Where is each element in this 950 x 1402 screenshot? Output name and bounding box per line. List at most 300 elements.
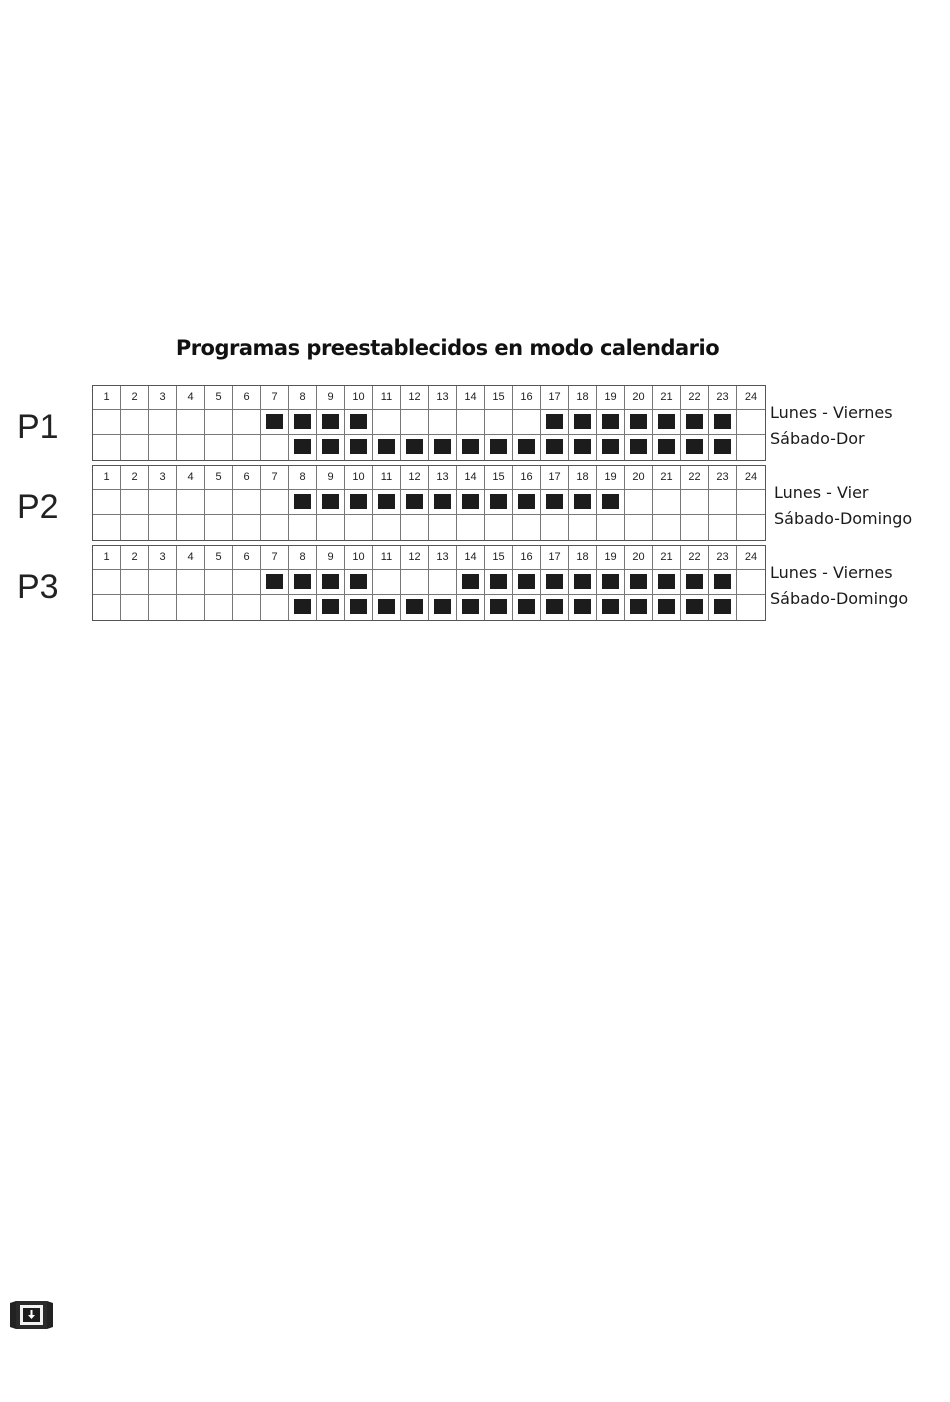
hour-slot[interactable] bbox=[513, 410, 541, 435]
hour-slot[interactable] bbox=[121, 435, 149, 460]
hour-header-row bbox=[93, 546, 765, 570]
hour-slot[interactable] bbox=[233, 595, 261, 620]
hour-header-cell: 23 bbox=[709, 386, 737, 410]
hour-slot[interactable] bbox=[485, 410, 513, 435]
hour-slot[interactable] bbox=[373, 435, 401, 460]
hour-header-cell: 22 bbox=[681, 386, 709, 410]
hour-header-cell: 8 bbox=[289, 466, 317, 490]
hour-slot[interactable] bbox=[569, 435, 597, 460]
hour-slot[interactable] bbox=[597, 595, 625, 620]
hour-slot[interactable] bbox=[149, 595, 177, 620]
active-hour-block bbox=[322, 414, 339, 429]
weekend-label: Sábado-Domingo bbox=[770, 589, 909, 608]
hour-header-cell: 5 bbox=[205, 466, 233, 490]
hour-slot[interactable] bbox=[485, 435, 513, 460]
hour-slot[interactable] bbox=[205, 570, 233, 595]
hour-header-cell: 21 bbox=[653, 546, 681, 570]
active-hour-block bbox=[266, 414, 283, 429]
hour-slot[interactable] bbox=[541, 595, 569, 620]
hour-slot[interactable] bbox=[289, 595, 317, 620]
hour-slot[interactable] bbox=[429, 570, 457, 595]
hour-slot[interactable] bbox=[345, 570, 373, 595]
weekend-label: Sábado-Dor bbox=[770, 429, 865, 448]
hour-slot[interactable] bbox=[401, 595, 429, 620]
hour-slot[interactable] bbox=[737, 515, 765, 540]
program-p1 bbox=[0, 385, 950, 462]
hour-slot[interactable] bbox=[121, 570, 149, 595]
hour-slot[interactable] bbox=[457, 570, 485, 595]
active-hour-block bbox=[322, 574, 339, 589]
hour-header-cell: 8 bbox=[289, 386, 317, 410]
hour-slot[interactable] bbox=[373, 595, 401, 620]
active-hour-block bbox=[322, 439, 339, 454]
hour-header-cell: 19 bbox=[597, 466, 625, 490]
active-hour-block bbox=[434, 439, 451, 454]
active-hour-block bbox=[294, 439, 311, 454]
hour-header-cell: 23 bbox=[709, 546, 737, 570]
active-hour-block bbox=[462, 599, 479, 614]
hour-slot[interactable] bbox=[737, 595, 765, 620]
hour-slot[interactable] bbox=[709, 410, 737, 435]
hour-header-cell: 17 bbox=[541, 546, 569, 570]
hour-header-cell: 2 bbox=[121, 386, 149, 410]
hour-header-cell: 7 bbox=[261, 546, 289, 570]
hour-header-cell: 24 bbox=[737, 546, 765, 570]
page-title: Programas preestablecidos en modo calendario bbox=[175, 336, 720, 360]
active-hour-block bbox=[518, 574, 535, 589]
program-p2 bbox=[0, 465, 950, 542]
active-hour-block bbox=[406, 599, 423, 614]
hour-slot[interactable] bbox=[289, 570, 317, 595]
program-p3 bbox=[0, 545, 950, 622]
hour-slot[interactable] bbox=[653, 570, 681, 595]
hour-header-cell: 23 bbox=[709, 466, 737, 490]
hour-slot[interactable] bbox=[317, 410, 345, 435]
hour-slot[interactable] bbox=[233, 570, 261, 595]
hour-slot[interactable] bbox=[681, 595, 709, 620]
hour-header-cell: 5 bbox=[205, 386, 233, 410]
active-hour-block bbox=[714, 599, 731, 614]
hour-header-cell: 15 bbox=[485, 546, 513, 570]
hour-header-cell: 14 bbox=[457, 386, 485, 410]
hour-slot[interactable] bbox=[149, 490, 177, 515]
hour-slot[interactable] bbox=[401, 410, 429, 435]
active-hour-block bbox=[462, 574, 479, 589]
hour-slot[interactable] bbox=[373, 515, 401, 540]
hour-slot[interactable] bbox=[569, 570, 597, 595]
hour-slot[interactable] bbox=[653, 515, 681, 540]
hour-slot[interactable] bbox=[373, 490, 401, 515]
hour-header-row bbox=[93, 386, 765, 410]
hour-slot[interactable] bbox=[681, 515, 709, 540]
hour-slot[interactable] bbox=[205, 595, 233, 620]
hour-slot[interactable] bbox=[93, 435, 121, 460]
program-label: P1 bbox=[17, 408, 59, 446]
hour-slot[interactable] bbox=[205, 515, 233, 540]
hour-slot[interactable] bbox=[345, 410, 373, 435]
hour-slot[interactable] bbox=[149, 435, 177, 460]
weekday-label: Lunes - Vier bbox=[774, 483, 869, 502]
hour-slot[interactable] bbox=[149, 515, 177, 540]
hour-slot[interactable] bbox=[513, 570, 541, 595]
hour-slot[interactable] bbox=[233, 515, 261, 540]
hour-slot[interactable] bbox=[569, 410, 597, 435]
hour-slot[interactable] bbox=[709, 490, 737, 515]
active-hour-block bbox=[546, 494, 563, 509]
hour-header-cell: 14 bbox=[457, 546, 485, 570]
hour-slot[interactable] bbox=[177, 435, 205, 460]
hour-slot[interactable] bbox=[149, 410, 177, 435]
weekday-row bbox=[93, 490, 765, 515]
active-hour-block bbox=[630, 599, 647, 614]
hour-header-cell: 4 bbox=[177, 386, 205, 410]
hour-header-cell: 13 bbox=[429, 386, 457, 410]
hour-slot[interactable] bbox=[513, 595, 541, 620]
hour-slot[interactable] bbox=[177, 410, 205, 435]
hour-header-cell: 6 bbox=[233, 386, 261, 410]
hour-header-cell: 20 bbox=[625, 466, 653, 490]
hour-slot[interactable] bbox=[737, 490, 765, 515]
hour-header-cell: 18 bbox=[569, 466, 597, 490]
schedule-grid bbox=[92, 385, 766, 461]
hour-slot[interactable] bbox=[177, 570, 205, 595]
active-hour-block bbox=[350, 439, 367, 454]
active-hour-block bbox=[518, 599, 535, 614]
hour-slot[interactable] bbox=[429, 490, 457, 515]
hour-slot[interactable] bbox=[569, 490, 597, 515]
hour-slot[interactable] bbox=[93, 570, 121, 595]
active-hour-block bbox=[378, 494, 395, 509]
hour-slot[interactable] bbox=[373, 570, 401, 595]
hour-slot[interactable] bbox=[625, 570, 653, 595]
active-hour-block bbox=[378, 439, 395, 454]
weekend-row bbox=[93, 515, 765, 540]
active-hour-block bbox=[574, 439, 591, 454]
hour-slot[interactable] bbox=[205, 410, 233, 435]
hour-slot[interactable] bbox=[625, 490, 653, 515]
weekend-label: Sábado-Domingo bbox=[774, 509, 913, 528]
hour-slot[interactable] bbox=[457, 410, 485, 435]
hour-slot[interactable] bbox=[289, 410, 317, 435]
hour-slot[interactable] bbox=[93, 515, 121, 540]
hour-slot[interactable] bbox=[121, 410, 149, 435]
active-hour-block bbox=[294, 599, 311, 614]
active-hour-block bbox=[574, 574, 591, 589]
hour-slot[interactable] bbox=[485, 490, 513, 515]
hour-header-cell: 12 bbox=[401, 386, 429, 410]
active-hour-block bbox=[658, 414, 675, 429]
hour-slot[interactable] bbox=[345, 515, 373, 540]
active-hour-block bbox=[658, 439, 675, 454]
hour-slot[interactable] bbox=[233, 490, 261, 515]
hour-slot[interactable] bbox=[653, 595, 681, 620]
hour-slot[interactable] bbox=[709, 570, 737, 595]
hour-slot[interactable] bbox=[457, 595, 485, 620]
hour-header-cell: 13 bbox=[429, 546, 457, 570]
hour-slot[interactable] bbox=[205, 435, 233, 460]
active-hour-block bbox=[294, 494, 311, 509]
active-hour-block bbox=[686, 574, 703, 589]
hour-header-cell: 15 bbox=[485, 386, 513, 410]
hour-slot[interactable] bbox=[401, 570, 429, 595]
hour-slot[interactable] bbox=[401, 515, 429, 540]
active-hour-block bbox=[546, 599, 563, 614]
active-hour-block bbox=[546, 439, 563, 454]
hour-slot[interactable] bbox=[597, 410, 625, 435]
hour-header-cell: 11 bbox=[373, 546, 401, 570]
hour-slot[interactable] bbox=[653, 490, 681, 515]
active-hour-block bbox=[602, 574, 619, 589]
hour-header-cell: 16 bbox=[513, 546, 541, 570]
hour-header-cell: 9 bbox=[317, 546, 345, 570]
hour-slot[interactable] bbox=[177, 515, 205, 540]
hour-slot[interactable] bbox=[317, 570, 345, 595]
save-to-device-icon[interactable] bbox=[8, 1299, 55, 1331]
hour-slot[interactable] bbox=[429, 435, 457, 460]
hour-slot[interactable] bbox=[261, 435, 289, 460]
hour-slot[interactable] bbox=[625, 435, 653, 460]
hour-slot[interactable] bbox=[541, 490, 569, 515]
hour-header-cell: 9 bbox=[317, 386, 345, 410]
hour-header-cell: 19 bbox=[597, 386, 625, 410]
hour-slot[interactable] bbox=[317, 490, 345, 515]
hour-slot[interactable] bbox=[625, 595, 653, 620]
hour-header-cell: 20 bbox=[625, 386, 653, 410]
hour-header-cell: 22 bbox=[681, 546, 709, 570]
hour-slot[interactable] bbox=[625, 410, 653, 435]
hour-header-cell: 21 bbox=[653, 466, 681, 490]
hour-slot[interactable] bbox=[345, 595, 373, 620]
weekday-row bbox=[93, 570, 765, 595]
hour-slot[interactable] bbox=[457, 435, 485, 460]
hour-slot[interactable] bbox=[289, 515, 317, 540]
hour-header-cell: 4 bbox=[177, 466, 205, 490]
hour-slot[interactable] bbox=[653, 410, 681, 435]
hour-slot[interactable] bbox=[737, 410, 765, 435]
hour-slot[interactable] bbox=[429, 515, 457, 540]
active-hour-block bbox=[462, 439, 479, 454]
hour-slot[interactable] bbox=[653, 435, 681, 460]
active-hour-block bbox=[350, 494, 367, 509]
hour-slot[interactable] bbox=[233, 435, 261, 460]
hour-header-cell: 1 bbox=[93, 546, 121, 570]
hour-header-cell: 10 bbox=[345, 466, 373, 490]
hour-slot[interactable] bbox=[457, 490, 485, 515]
hour-slot[interactable] bbox=[345, 435, 373, 460]
hour-slot[interactable] bbox=[429, 595, 457, 620]
hour-slot[interactable] bbox=[233, 410, 261, 435]
hour-header-cell: 2 bbox=[121, 466, 149, 490]
hour-slot[interactable] bbox=[373, 410, 401, 435]
hour-slot[interactable] bbox=[709, 595, 737, 620]
hour-slot[interactable] bbox=[569, 515, 597, 540]
active-hour-block bbox=[686, 439, 703, 454]
schedule-grid bbox=[92, 545, 766, 621]
active-hour-block bbox=[714, 439, 731, 454]
hour-header-cell: 19 bbox=[597, 546, 625, 570]
hour-header-cell: 21 bbox=[653, 386, 681, 410]
hour-slot[interactable] bbox=[485, 515, 513, 540]
active-hour-block bbox=[686, 414, 703, 429]
hour-slot[interactable] bbox=[681, 570, 709, 595]
hour-slot[interactable] bbox=[569, 595, 597, 620]
hour-slot[interactable] bbox=[513, 490, 541, 515]
hour-slot[interactable] bbox=[597, 435, 625, 460]
hour-slot[interactable] bbox=[541, 570, 569, 595]
hour-slot[interactable] bbox=[709, 515, 737, 540]
active-hour-block bbox=[490, 439, 507, 454]
hour-header-cell: 14 bbox=[457, 466, 485, 490]
hour-header-cell: 18 bbox=[569, 546, 597, 570]
hour-header-cell: 10 bbox=[345, 546, 373, 570]
hour-slot[interactable] bbox=[737, 570, 765, 595]
active-hour-block bbox=[266, 574, 283, 589]
active-hour-block bbox=[714, 574, 731, 589]
active-hour-block bbox=[630, 439, 647, 454]
hour-header-cell: 5 bbox=[205, 546, 233, 570]
hour-slot[interactable] bbox=[681, 490, 709, 515]
hour-slot[interactable] bbox=[625, 515, 653, 540]
hour-slot[interactable] bbox=[261, 595, 289, 620]
hour-header-cell: 13 bbox=[429, 466, 457, 490]
hour-slot[interactable] bbox=[261, 490, 289, 515]
hour-slot[interactable] bbox=[737, 435, 765, 460]
active-hour-block bbox=[602, 599, 619, 614]
hour-slot[interactable] bbox=[485, 595, 513, 620]
active-hour-block bbox=[630, 574, 647, 589]
active-hour-block bbox=[434, 599, 451, 614]
hour-slot[interactable] bbox=[317, 435, 345, 460]
hour-slot[interactable] bbox=[401, 490, 429, 515]
hour-slot[interactable] bbox=[429, 410, 457, 435]
hour-header-cell: 12 bbox=[401, 546, 429, 570]
hour-slot[interactable] bbox=[401, 435, 429, 460]
hour-slot[interactable] bbox=[485, 570, 513, 595]
hour-slot[interactable] bbox=[541, 435, 569, 460]
hour-slot[interactable] bbox=[597, 515, 625, 540]
hour-header-cell: 3 bbox=[149, 466, 177, 490]
hour-slot[interactable] bbox=[513, 435, 541, 460]
save-icon-graphic bbox=[8, 1299, 55, 1331]
weekday-label: Lunes - Viernes bbox=[770, 563, 893, 582]
hour-slot[interactable] bbox=[317, 515, 345, 540]
active-hour-block bbox=[350, 599, 367, 614]
active-hour-block bbox=[574, 414, 591, 429]
active-hour-block bbox=[490, 494, 507, 509]
hour-slot[interactable] bbox=[289, 490, 317, 515]
hour-slot[interactable] bbox=[93, 595, 121, 620]
hour-slot[interactable] bbox=[709, 435, 737, 460]
active-hour-block bbox=[518, 439, 535, 454]
hour-slot[interactable] bbox=[597, 490, 625, 515]
active-hour-block bbox=[434, 494, 451, 509]
hour-header-cell: 7 bbox=[261, 386, 289, 410]
hour-slot[interactable] bbox=[541, 515, 569, 540]
active-hour-block bbox=[574, 599, 591, 614]
hour-header-cell: 6 bbox=[233, 466, 261, 490]
hour-slot[interactable] bbox=[681, 435, 709, 460]
hour-slot[interactable] bbox=[597, 570, 625, 595]
hour-header-cell: 10 bbox=[345, 386, 373, 410]
active-hour-block bbox=[378, 599, 395, 614]
hour-header-cell: 8 bbox=[289, 546, 317, 570]
hour-slot[interactable] bbox=[121, 515, 149, 540]
hour-slot[interactable] bbox=[149, 570, 177, 595]
hour-slot[interactable] bbox=[93, 490, 121, 515]
active-hour-block bbox=[546, 574, 563, 589]
hour-header-cell: 3 bbox=[149, 546, 177, 570]
weekend-row bbox=[93, 435, 765, 460]
active-hour-block bbox=[602, 414, 619, 429]
active-hour-block bbox=[546, 414, 563, 429]
active-hour-block bbox=[714, 414, 731, 429]
active-hour-block bbox=[322, 599, 339, 614]
hour-header-cell: 20 bbox=[625, 546, 653, 570]
weekday-row bbox=[93, 410, 765, 435]
program-label: P2 bbox=[17, 488, 59, 526]
program-label: P3 bbox=[17, 568, 59, 606]
hour-header-cell: 3 bbox=[149, 386, 177, 410]
hour-header-cell: 16 bbox=[513, 466, 541, 490]
hour-slot[interactable] bbox=[261, 515, 289, 540]
hour-header-cell: 24 bbox=[737, 386, 765, 410]
hour-header-cell: 6 bbox=[233, 546, 261, 570]
hour-header-cell: 4 bbox=[177, 546, 205, 570]
hour-header-cell: 11 bbox=[373, 466, 401, 490]
hour-slot[interactable] bbox=[93, 410, 121, 435]
hour-slot[interactable] bbox=[261, 410, 289, 435]
hour-slot[interactable] bbox=[317, 595, 345, 620]
hour-slot[interactable] bbox=[289, 435, 317, 460]
active-hour-block bbox=[294, 414, 311, 429]
active-hour-block bbox=[406, 439, 423, 454]
hour-slot[interactable] bbox=[121, 595, 149, 620]
hour-header-cell: 9 bbox=[317, 466, 345, 490]
hour-header-row bbox=[93, 466, 765, 490]
hour-header-cell: 7 bbox=[261, 466, 289, 490]
hour-slot[interactable] bbox=[177, 490, 205, 515]
weekend-row bbox=[93, 595, 765, 620]
hour-header-cell: 15 bbox=[485, 466, 513, 490]
hour-slot[interactable] bbox=[513, 515, 541, 540]
hour-slot[interactable] bbox=[205, 490, 233, 515]
active-hour-block bbox=[322, 494, 339, 509]
hour-header-cell: 22 bbox=[681, 466, 709, 490]
active-hour-block bbox=[574, 494, 591, 509]
active-hour-block bbox=[490, 574, 507, 589]
hour-header-cell: 17 bbox=[541, 466, 569, 490]
active-hour-block bbox=[630, 414, 647, 429]
hour-slot[interactable] bbox=[681, 410, 709, 435]
active-hour-block bbox=[462, 494, 479, 509]
hour-header-cell: 24 bbox=[737, 466, 765, 490]
hour-header-cell: 11 bbox=[373, 386, 401, 410]
hour-slot[interactable] bbox=[541, 410, 569, 435]
hour-header-cell: 1 bbox=[93, 466, 121, 490]
hour-header-cell: 17 bbox=[541, 386, 569, 410]
hour-header-cell: 16 bbox=[513, 386, 541, 410]
active-hour-block bbox=[294, 574, 311, 589]
weekday-label: Lunes - Viernes bbox=[770, 403, 893, 422]
hour-header-cell: 12 bbox=[401, 466, 429, 490]
hour-slot[interactable] bbox=[345, 490, 373, 515]
active-hour-block bbox=[602, 439, 619, 454]
hour-slot[interactable] bbox=[121, 490, 149, 515]
hour-header-cell: 1 bbox=[93, 386, 121, 410]
hour-slot[interactable] bbox=[457, 515, 485, 540]
hour-slot[interactable] bbox=[261, 570, 289, 595]
hour-slot[interactable] bbox=[177, 595, 205, 620]
